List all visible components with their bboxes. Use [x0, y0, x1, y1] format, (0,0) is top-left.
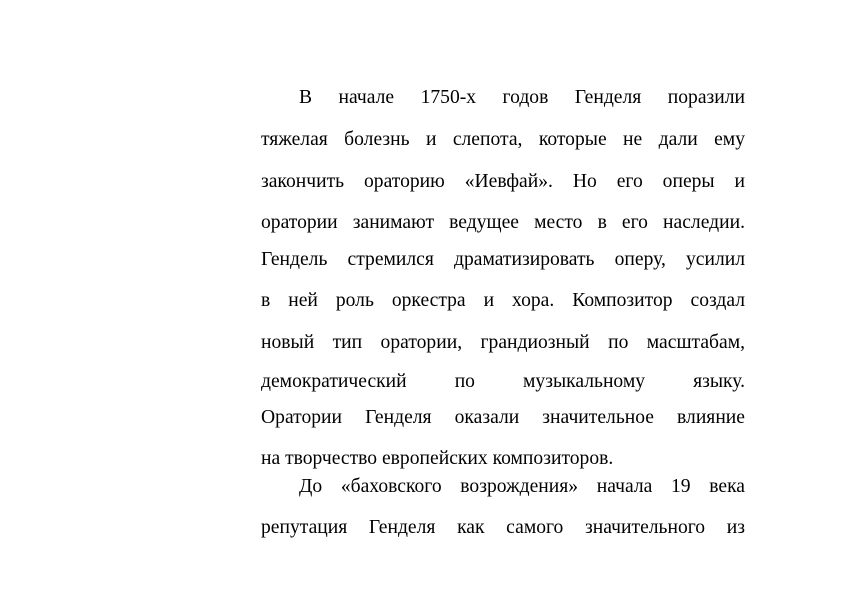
text-line-3: закончить ораторию «Иевфай». Но его оперы и [261, 171, 745, 192]
text-line-1: В начале 1750-х годов Генделя поразили [299, 87, 745, 108]
text-line-11: До «баховского возрождения» начала 19 века [299, 476, 745, 497]
text-line-7: новый тип оратории, грандиозный по масштабам, [261, 332, 745, 353]
text-line-4: оратории занимают ведущее место в его наследии. [261, 212, 745, 233]
text-line-12: репутация Генделя как самого значительного из [261, 517, 745, 538]
text-line-9: Оратории Генделя оказали значительное влияние [261, 407, 745, 428]
text-line-2: тяжелая болезнь и слепота, которые не дали ему [261, 129, 745, 150]
text-line-5: Гендель стремился драматизировать оперу, усилил [261, 249, 745, 270]
text-line-6: в ней роль оркестра и хора. Композитор создал [261, 290, 745, 311]
text-line-8: демократический по музыкальному языку. [261, 371, 745, 392]
text-line-10: на творчество европейских композиторов. [261, 448, 614, 469]
